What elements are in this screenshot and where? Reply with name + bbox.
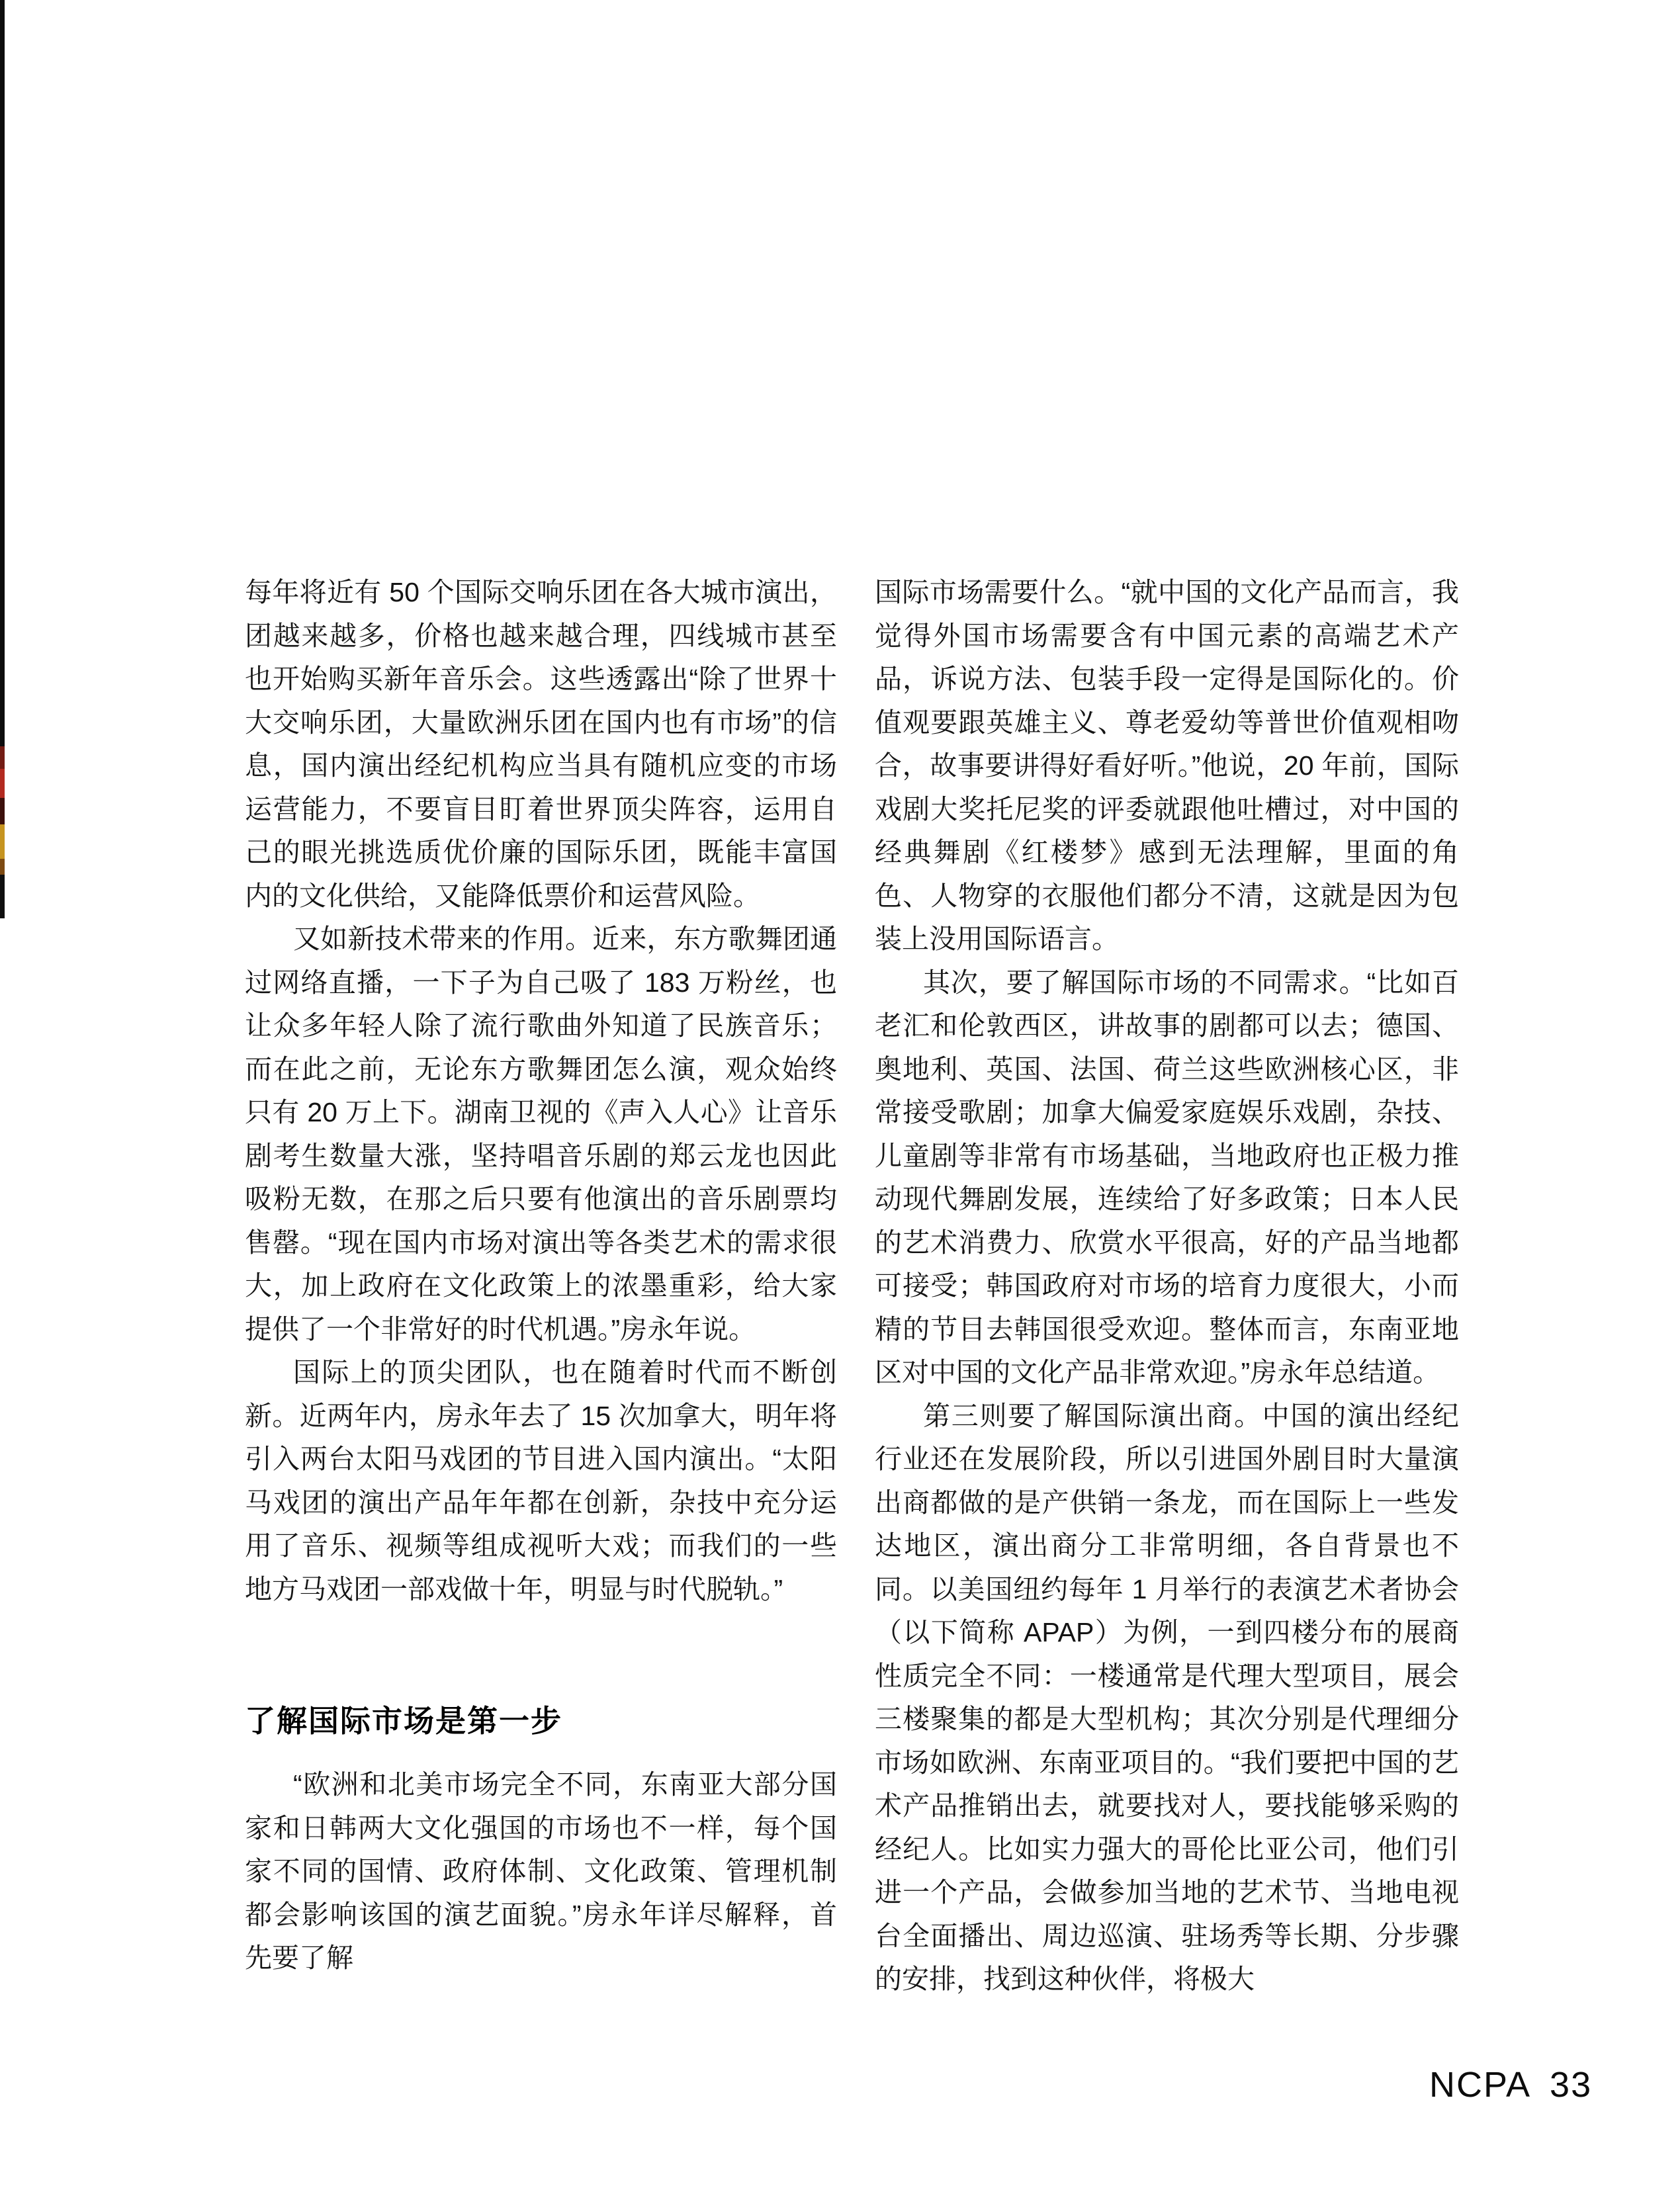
body-paragraph: 每年将近有 50 个国际交响乐团在各大城市演出，团越来越多，价格也越来越合理，四线城市甚至也开始购买新年音乐会。这些透露出“除了世界十大交响乐团，大量欧洲乐团在国内也有市场”的信息，国内演出经纪机构应当具有随机应变的市场运营能力，不要盲目盯着世界顶尖阵容，运用自己的眼光挑选质优价廉的国际乐团，既能丰富国内的文化供给，又能降低票价和运营风险。 xyxy=(245,577,837,911)
body-paragraph: “欧洲和北美市场完全不同，东南亚大部分国家和日韩两大文化强国的市场也不一样，每个国家不同的国情、政府体制、文化政策、管理机制都会影响该国的演艺面貌。”房永年详尽解释，首先要了解 xyxy=(245,1769,837,1973)
page-number: 33 xyxy=(1550,2065,1593,2105)
body-paragraph: 国际上的顶尖团队，也在随着时代而不断创新。近两年内，房永年去了 15 次加拿大，明年将引入两台太阳马戏团的节目进入国内演出。“太阳马戏团的演出产品年年都在创新，杂技中充分运用了音乐、视频等组成视听大戏；而我们的一些地方马戏团一部戏做十年，明显与时代脱轨。” xyxy=(245,1357,837,1604)
section-heading: 了解国际市场是第一步 xyxy=(245,1704,562,1738)
page-footer xyxy=(1429,2067,1592,2103)
page-binding-edge-strip xyxy=(0,0,5,918)
edge-strip-segment xyxy=(0,798,5,824)
right-column xyxy=(875,571,1459,2001)
edge-strip-segment xyxy=(0,875,5,918)
body-paragraph: 国际市场需要什么。“就中国的文化产品而言，我觉得外国市场需要含有中国元素的高端艺术产品，诉说方法、包装手段一定得是国际化的。价值观要跟英雄主义、尊老爱幼等普世价值观相吻合，故事要讲得好看好听。”他说，20 年前，国际戏剧大奖托尼奖的评委就跟他吐槽过，对中国的经典舞剧《红楼梦》感到无法理解，里面的角色、人物穿的衣服他们都分不清，这就是因为包装上没用国际语言。 xyxy=(875,577,1459,954)
magazine-name: NCPA xyxy=(1429,2065,1532,2105)
left-column xyxy=(245,571,837,1980)
edge-strip-segment xyxy=(0,746,5,769)
body-paragraph: 第三则要了解国际演出商。中国的演出经纪行业还在发展阶段，所以引进国外剧目时大量演出商都做的是产供销一条龙，而在国际上一些发达地区，演出商分工非常明细，各自背景也不同。以美国纽约每年 1 月举行的表演艺术者协会（以下简称 APAP）为例，一到四楼分布的展商性质完全不同：一楼通常是代理大型项目，展会三楼聚集的都是大型机构；其次分别是代理细分市场如欧洲、东南亚项目的。“我们要把中国的艺术产品推销出去，就要找对人，要找能够采购的经纪人。比如实力强大的哥伦比亚公司，他们引进一个产品，会做参加当地的艺术节、当地电视台全面播出、周边巡演、驻场秀等长期、分步骤的安排，找到这种伙伴，将极大 xyxy=(875,1400,1459,1994)
edge-strip-segment xyxy=(0,0,5,746)
edge-strip-segment xyxy=(0,824,5,859)
body-paragraph: 其次，要了解国际市场的不同需求。“比如百老汇和伦敦西区，讲故事的剧都可以去；德国、奥地利、英国、法国、荷兰这些欧洲核心区，非常接受歌剧；加拿大偏爱家庭娱乐戏剧，杂技、儿童剧等非常有市场基础，当地政府也正极力推动现代舞剧发展，连续给了好多政策；日本人民的艺术消费力、欣赏水平很高，好的产品当地都可接受；韩国政府对市场的培育力度很大，小而精的节目去韩国很受欢迎。整体而言，东南亚地区对中国的文化产品非常欢迎。”房永年总结道。 xyxy=(875,967,1459,1387)
edge-strip-segment xyxy=(0,859,5,875)
edge-strip-segment xyxy=(0,769,5,798)
body-paragraph: 又如新技术带来的作用。近来，东方歌舞团通过网络直播，一下子为自己吸了 183 万粉丝，也让众多年轻人除了流行歌曲外知道了民族音乐；而在此之前，无论东方歌舞团怎么演，观众始终只有 20 万上下。湖南卫视的《声入人心》让音乐剧考生数量大涨，坚持唱音乐剧的郑云龙也因此吸粉无数，在那之后只要有他演出的音乐剧票均售罄。“现在国内市场对演出等各类艺术的需求很大，加上政府在文化政策上的浓墨重彩，给大家提供了一个非常好的时代机遇。”房永年说。 xyxy=(245,924,837,1344)
